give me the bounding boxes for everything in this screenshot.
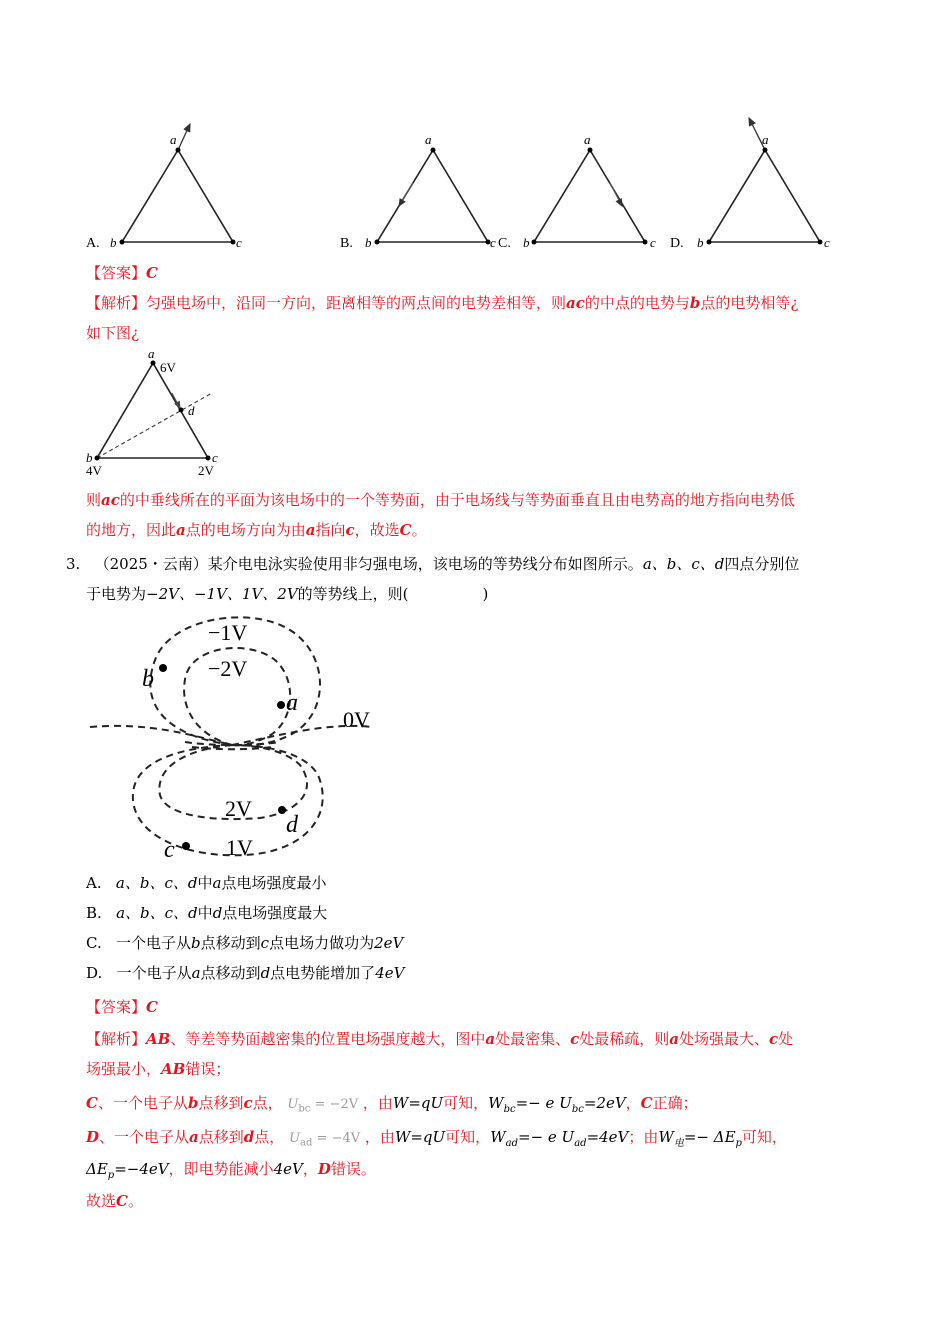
svg-text:−1V: −1V	[208, 620, 248, 645]
option-d-figure	[670, 118, 830, 251]
q3-option-b[interactable]: B. a、b、c、d中d点电场强度最大	[86, 904, 328, 922]
svg-text:c: c	[650, 235, 656, 250]
option-c-label: C.	[498, 236, 511, 251]
svg-text:b: b	[365, 235, 372, 250]
q2-answer-line: 【答案】C	[86, 264, 158, 282]
svg-text:a: a	[148, 346, 155, 361]
q2-analysis-line1: 【解析】匀强电场中，沿同一方向，距离相等的两点间的电势差相等，则ac的中点的电势与b点的电势相等¿	[86, 294, 799, 312]
option-a-figure	[86, 124, 242, 251]
svg-text:2V: 2V	[198, 463, 214, 478]
svg-text:b: b	[697, 235, 704, 250]
q3-answer-line: 【答案】C	[86, 998, 158, 1016]
svg-text:6V: 6V	[160, 360, 176, 375]
svg-text:a: a	[286, 690, 298, 716]
option-b-label: B.	[340, 236, 353, 251]
q3-stem-line2: 于电势为−2V、−1V、1V、2V的等势线上，则( )	[86, 585, 489, 603]
u-bc-inline: $U_{bc} = -2V$	[287, 1097, 359, 1115]
svg-text:0V: 0V	[343, 707, 370, 732]
svg-text:b: b	[142, 666, 154, 692]
svg-text:a: a	[425, 132, 432, 147]
q3-analysis-d2: $\Delta E_p=-4eV$，即电势能减小4eV，D错误。	[86, 1160, 376, 1181]
svg-text:a: a	[762, 132, 769, 147]
q3-option-c[interactable]: C. 一个电子从b点移动到c点电场力做功为2eV	[86, 934, 404, 952]
svg-text:d: d	[286, 812, 298, 838]
option-a-label: A.	[86, 236, 100, 251]
svg-text:2V: 2V	[225, 796, 252, 821]
q3-analysis-line2: 场强最小，AB错误；	[86, 1060, 231, 1078]
option-d-label: D.	[670, 236, 684, 251]
q2-analysis-figure	[80, 345, 230, 480]
q2-conclusion-line2: 的地方，因此a点的电场方向为由a指向c，故选C。	[86, 521, 427, 539]
pt-c: c	[236, 235, 242, 250]
u-ad-inline: $U_{ad} = -4V$	[289, 1131, 361, 1149]
q3-analysis-d1: D、一个电子从a点移到d点， $U_{ad} = -4V$ ，由W=qU可知，$W_{ad}=- e$ $U_{ad}=4eV$；由$W_电=- \Delta E_p$可知，	[86, 1128, 787, 1149]
pt-a: a	[170, 132, 177, 147]
svg-text:b: b	[523, 235, 530, 250]
svg-text:b: b	[86, 450, 93, 465]
q3-analysis-c: C、一个电子从b点移到c点， $U_{bc} = -2V$ ，由W=qU可知，$W_{bc}=- e$ $U_{bc}=2eV$，C正确；	[86, 1094, 698, 1115]
svg-text:1V: 1V	[226, 835, 253, 860]
q3-equipotential-figure	[85, 605, 390, 865]
option-c-figure	[498, 132, 656, 251]
svg-text:d: d	[188, 403, 195, 418]
svg-text:a: a	[584, 132, 591, 147]
q3-analysis-line1: 【解析】AB、等差等势面越密集的位置电场强度越大，图中a处最密集、c处最稀疏，则a处场强最大、c处	[86, 1030, 794, 1048]
q3-option-d[interactable]: D. 一个电子从a点移动到d点电势能增加了4eV	[86, 964, 405, 982]
option-b-figure	[340, 132, 496, 251]
q3-option-a[interactable]: A. a、b、c、d中a点电场强度最小	[86, 874, 327, 892]
option-figures	[0, 110, 950, 260]
svg-text:c: c	[212, 450, 218, 465]
svg-text:4V: 4V	[86, 463, 102, 478]
q3-stem-line1: 3. （2025・云南）某介电电泳实验使用非匀强电场，该电场的等势线分布如图所示。a、b、c、d四点分别位	[66, 555, 800, 573]
q3-final: 故选C。	[86, 1192, 143, 1210]
q2-analysis-line2: 如下图¿	[86, 324, 140, 342]
svg-text:c: c	[490, 235, 496, 250]
svg-text:c: c	[824, 235, 830, 250]
svg-text:−2V: −2V	[208, 656, 248, 681]
svg-text:c: c	[164, 837, 175, 863]
q2-conclusion-line1: 则ac的中垂线所在的平面为该电场中的一个等势面，由于电场线与等势面垂直且由电势高的地方指向电势低	[86, 491, 795, 509]
pt-b: b	[110, 235, 117, 250]
